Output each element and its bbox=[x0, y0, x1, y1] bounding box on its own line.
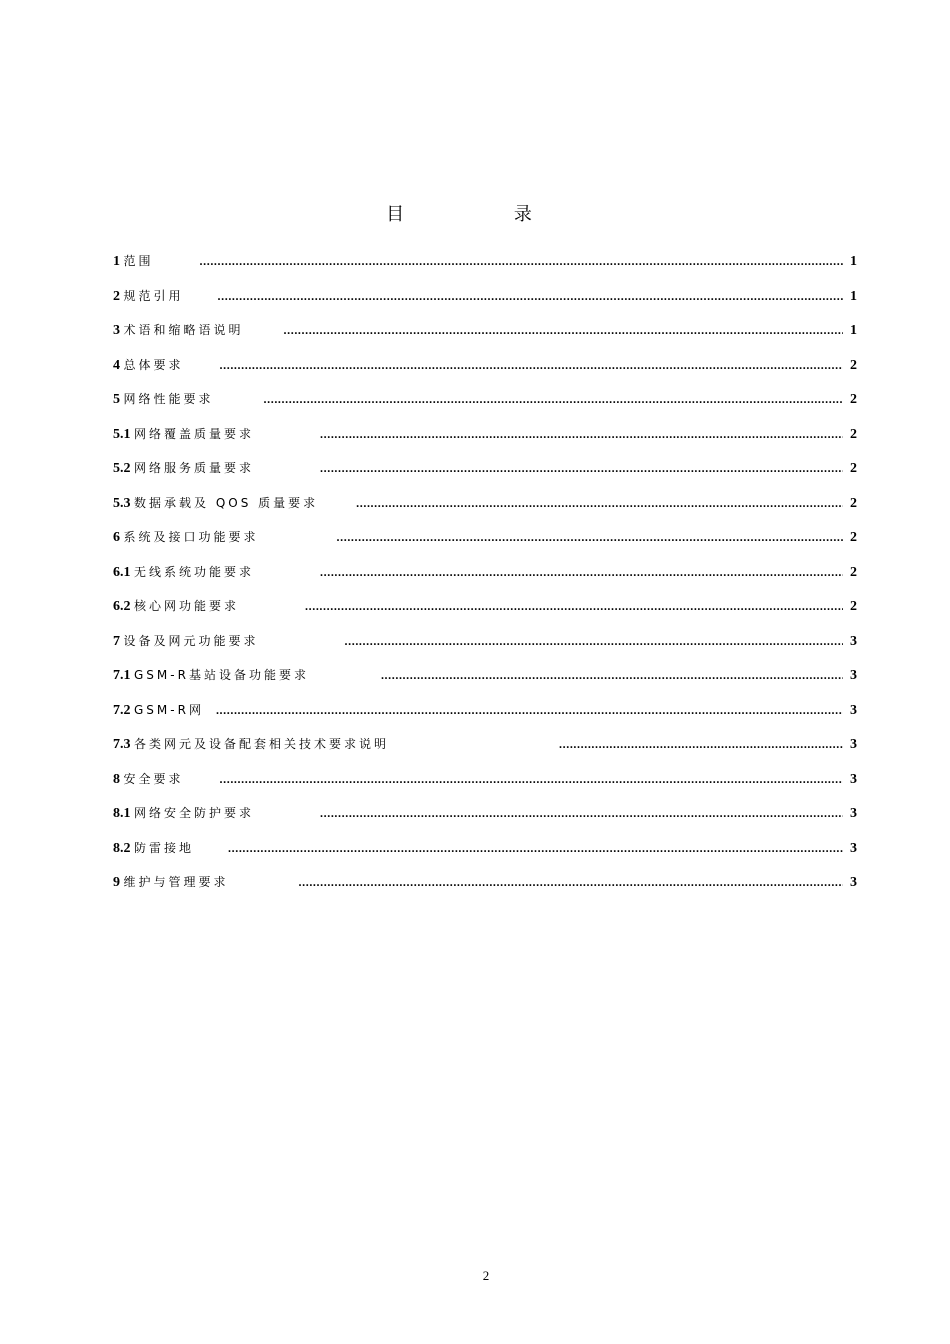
toc-entry-title: 核心网功能要求 bbox=[134, 599, 240, 613]
toc-entry-number: 5.2 bbox=[113, 461, 131, 476]
toc-entry-page: 1 bbox=[850, 288, 857, 304]
toc-entry[interactable] bbox=[113, 563, 857, 598]
toc-entry[interactable] bbox=[113, 425, 857, 460]
toc-leader-dots bbox=[345, 634, 843, 649]
toc-entry-number: 8.1 bbox=[113, 806, 131, 821]
toc-entry-title: 规范引用 bbox=[123, 288, 184, 303]
toc-entry-number: 2 bbox=[113, 288, 120, 304]
toc-entry-page: 2 bbox=[850, 599, 857, 614]
toc-leader-dots bbox=[320, 806, 843, 821]
toc-entry-title: 范围 bbox=[123, 254, 154, 268]
toc-entry[interactable] bbox=[113, 597, 857, 632]
toc-entry-number: 6.1 bbox=[113, 564, 131, 580]
toc-entry-title: 设备及网元功能要求 bbox=[123, 633, 259, 648]
toc-leader-dots bbox=[320, 565, 843, 580]
toc-entry-page: 3 bbox=[850, 668, 857, 683]
toc-entry[interactable] bbox=[113, 252, 857, 287]
toc-leader-dots bbox=[305, 599, 843, 614]
toc-entry[interactable] bbox=[113, 321, 857, 356]
toc-entry-page: 2 bbox=[850, 357, 857, 373]
toc-entry-page: 3 bbox=[850, 633, 857, 649]
toc-entry-page: 3 bbox=[850, 840, 857, 856]
toc-entry[interactable] bbox=[113, 701, 857, 736]
toc-entry-title: 网络安全防护要求 bbox=[134, 806, 255, 820]
toc-entry-page: 2 bbox=[850, 392, 857, 407]
toc-entry-title: GSM-R网 bbox=[134, 702, 204, 717]
toc-entry-number: 9 bbox=[113, 875, 120, 890]
toc-entry-label bbox=[113, 770, 184, 788]
toc-entry-number: 7.2 bbox=[113, 702, 131, 718]
toc-title: 目 录 bbox=[386, 204, 584, 225]
toc-entry-label bbox=[113, 356, 184, 374]
toc-entry-number: 7.1 bbox=[113, 668, 131, 683]
toc-entry[interactable] bbox=[113, 632, 857, 667]
toc-entry[interactable] bbox=[113, 666, 857, 701]
toc-entry-title: 系统及接口功能要求 bbox=[123, 530, 259, 544]
toc-entry-label bbox=[113, 459, 254, 477]
toc-entry-label bbox=[113, 563, 254, 581]
toc-entry[interactable] bbox=[113, 528, 857, 563]
toc-entry[interactable] bbox=[113, 735, 857, 770]
toc-entry-label bbox=[113, 425, 254, 443]
toc-entry[interactable] bbox=[113, 804, 857, 839]
toc-entry[interactable] bbox=[113, 390, 857, 425]
toc-entry-label bbox=[113, 252, 154, 270]
toc-leader-dots bbox=[320, 427, 843, 442]
toc-entry-number: 8 bbox=[113, 771, 120, 787]
toc-entry-label bbox=[113, 804, 254, 822]
toc-entry-page: 1 bbox=[850, 323, 857, 338]
toc-entry-number: 4 bbox=[113, 357, 120, 373]
toc-entry-number: 5.1 bbox=[113, 426, 131, 442]
toc-entry-number: 5.3 bbox=[113, 495, 131, 511]
toc-entry-title: 数据承载及 QOS 质量要求 bbox=[134, 495, 319, 510]
toc-entry-title: 网络性能要求 bbox=[123, 392, 214, 406]
toc-leader-dots bbox=[264, 392, 843, 407]
toc-leader-dots bbox=[228, 841, 843, 856]
toc-entry-label bbox=[113, 666, 309, 684]
toc-entry[interactable] bbox=[113, 873, 857, 908]
toc-entry-title: 各类网元及设备配套相关技术要求说明 bbox=[134, 737, 390, 751]
toc-entry[interactable] bbox=[113, 356, 857, 391]
toc-leader-dots bbox=[337, 530, 843, 545]
toc-leader-dots bbox=[299, 875, 843, 890]
toc-entry-title: 术语和缩略语说明 bbox=[123, 323, 244, 337]
toc-entry-page: 2 bbox=[850, 495, 857, 511]
toc-entry-label bbox=[113, 701, 204, 719]
toc-entry-label bbox=[113, 839, 194, 857]
toc-entry-page: 3 bbox=[850, 806, 857, 821]
toc-entry-title: 总体要求 bbox=[123, 357, 184, 372]
toc-leader-dots bbox=[220, 358, 843, 373]
toc-entry-title: 网络服务质量要求 bbox=[134, 461, 255, 475]
toc-entry[interactable] bbox=[113, 287, 857, 322]
toc-entry-number: 6 bbox=[113, 530, 120, 545]
toc-entry-label bbox=[113, 735, 389, 753]
toc-leader-dots bbox=[320, 461, 843, 476]
toc-leader-dots bbox=[220, 772, 843, 787]
toc-entry-label bbox=[113, 321, 244, 339]
toc-entry-title: 无线系统功能要求 bbox=[134, 564, 255, 579]
toc-leader-dots bbox=[559, 737, 843, 752]
toc-entry[interactable] bbox=[113, 839, 857, 874]
toc-entry-title: 网络覆盖质量要求 bbox=[134, 426, 255, 441]
toc-entry-page: 1 bbox=[850, 254, 857, 269]
toc-leader-dots bbox=[218, 289, 843, 304]
toc-entry[interactable] bbox=[113, 494, 857, 529]
toc-entry-page: 2 bbox=[850, 426, 857, 442]
page-number: 2 bbox=[482, 1268, 490, 1283]
toc-leader-dots bbox=[381, 668, 843, 683]
toc-entry-page: 3 bbox=[850, 702, 857, 718]
toc-entry-page: 3 bbox=[850, 771, 857, 787]
toc-entry-page: 3 bbox=[850, 875, 857, 890]
toc-entry-label bbox=[113, 597, 239, 615]
toc-entry-page: 3 bbox=[850, 737, 857, 752]
toc-entry-page: 2 bbox=[850, 564, 857, 580]
toc-entry-number: 6.2 bbox=[113, 599, 131, 614]
toc-entry-label bbox=[113, 632, 259, 650]
toc-entry-number: 1 bbox=[113, 254, 120, 269]
toc-leader-dots bbox=[216, 703, 843, 718]
toc-entry-title: GSM-R基站设备功能要求 bbox=[134, 668, 309, 682]
toc-entry-title: 防雷接地 bbox=[134, 840, 195, 855]
toc-leader-dots bbox=[356, 496, 843, 511]
toc-entry-number: 7 bbox=[113, 633, 120, 649]
toc-entry-label bbox=[113, 873, 229, 891]
toc-entry-number: 5 bbox=[113, 392, 120, 407]
toc-entry-number: 7.3 bbox=[113, 737, 131, 752]
toc-entry-label bbox=[113, 390, 214, 408]
toc-entry[interactable] bbox=[113, 770, 857, 805]
toc-entry[interactable] bbox=[113, 459, 857, 494]
toc-list bbox=[113, 252, 857, 908]
toc-leader-dots bbox=[284, 323, 843, 338]
toc-entry-title: 安全要求 bbox=[123, 771, 184, 786]
toc-entry-title: 维护与管理要求 bbox=[123, 875, 229, 889]
toc-leader-dots bbox=[200, 254, 843, 269]
toc-entry-label bbox=[113, 287, 184, 305]
toc-entry-label bbox=[113, 494, 318, 512]
toc-entry-number: 3 bbox=[113, 323, 120, 338]
toc-entry-page: 2 bbox=[850, 461, 857, 476]
toc-entry-label bbox=[113, 528, 259, 546]
toc-entry-number: 8.2 bbox=[113, 840, 131, 856]
toc-entry-page: 2 bbox=[850, 530, 857, 545]
